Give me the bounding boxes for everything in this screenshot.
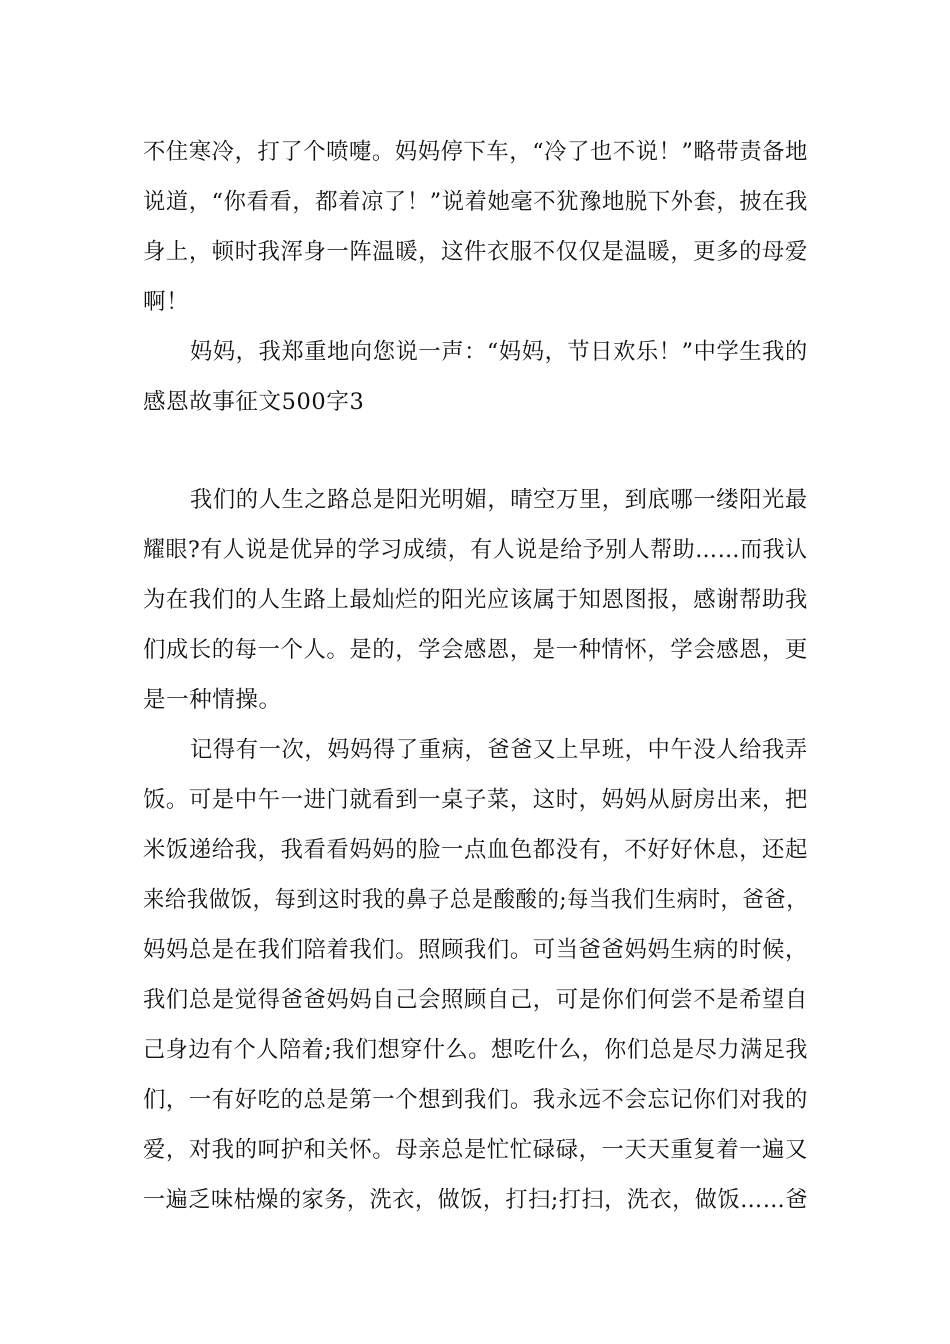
text-line: 说道，“你看看，都着凉了！”说着她毫不犹豫地脱下外套，披在我 — [143, 189, 809, 215]
text-line: 米饭递给我，我看看妈妈的脸一点血色都没有，不好好休息，还起 — [143, 837, 808, 863]
text-line: 一遍乏味枯燥的家务，洗衣，做饭，打扫;打扫，洗衣，做饭……爸 — [143, 1187, 809, 1213]
text-line: 妈妈总是在我们陪着我们。照顾我们。可当爸爸妈妈生病的时候， — [143, 937, 808, 963]
paragraph-first-line: 我们的人生之路总是阳光明媚，晴空万里，到底哪一缕阳光最 — [190, 487, 808, 513]
text-line: 来给我做饭，每到这时我的鼻子总是酸酸的;每当我们生病时，爸爸， — [143, 887, 809, 913]
text-line: 们，一有好吃的总是第一个想到我们。我永远不会忘记你们对我的 — [143, 1087, 808, 1113]
paragraph-first-line: 记得有一次，妈妈得了重病，爸爸又上早班，中午没人给我弄 — [190, 737, 808, 763]
text-line: 是一种情操。 — [143, 687, 282, 713]
text-line: 感恩故事征文500字3 — [143, 389, 365, 415]
text-line: 不住寒冷，打了个喷嚏。妈妈停下车，“冷了也不说！”略带责备地 — [143, 139, 809, 165]
text-line: 为在我们的人生路上最灿烂的阳光应该属于知恩图报，感谢帮助我 — [143, 587, 808, 613]
text-line: 啊！ — [143, 289, 190, 315]
text-line: 身上，顿时我浑身一阵温暖，这件衣服不仅仅是温暖，更多的母爱 — [143, 239, 808, 265]
text-line: 爱，对我的呵护和关怀。母亲总是忙忙碌碌，一天天重复着一遍又 — [143, 1137, 808, 1163]
text-line: 饭。可是中午一进门就看到一桌子菜，这时，妈妈从厨房出来，把 — [143, 787, 808, 813]
text-line: 己身边有个人陪着;我们想穿什么。想吃什么，你们总是尽力满足我 — [143, 1037, 809, 1063]
paragraph-first-line: 妈妈，我郑重地向您说一声：“妈妈，节日欢乐！”中学生我的 — [190, 339, 808, 365]
text-line: 我们总是觉得爸爸妈妈自己会照顾自己，可是你们何尝不是希望自 — [143, 987, 808, 1013]
text-line: 们成长的每一个人。是的，学会感恩，是一种情怀，学会感恩，更 — [143, 637, 808, 663]
text-line: 耀眼?有人说是优异的学习成绩，有人说是给予别人帮助……而我认 — [143, 537, 808, 563]
